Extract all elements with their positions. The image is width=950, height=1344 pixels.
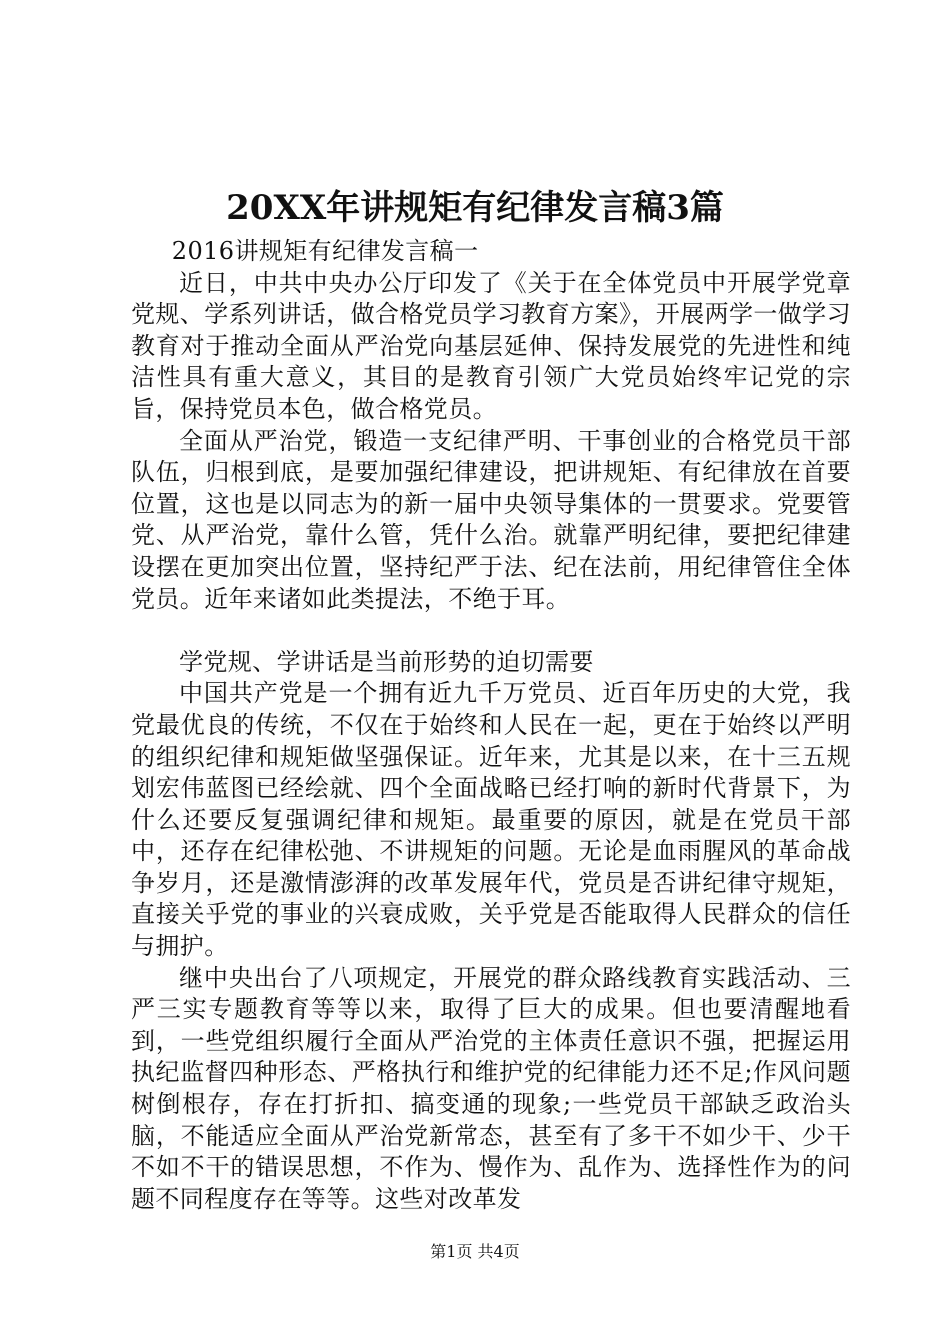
document-body bbox=[131, 236, 851, 1215]
document-title: 20XX年讲规矩有纪律发言稿3篇 bbox=[226, 188, 724, 228]
paragraph-2: 全面从严治党，锻造一支纪律严明、干事创业的合格党员干部队伍，归根到底，是要加强纪律建设，把讲规矩、有纪律放在首要位置，这也是以同志为的新一届中央领导集体的一贯要求。党要管党、从严治党，靠什么管，凭什么治。就靠严明纪律，要把纪律建设摆在更加突出位置，坚持纪严于法、纪在法前，用纪律管住全体党员。近年来诸如此类提法，不绝于耳。 bbox=[131, 426, 851, 613]
paragraph-1: 近日，中共中央办公厅印发了《关于在全体党员中开展学党章党规、学系列讲话，做合格党员学习教育方案》，开展两学一做学习教育对于推动全面从严治党向基层延伸、保持发展党的先进性和纯洁性具有重大意义，其目的是教育引领广大党员始终牢记党的宗旨，保持党员本色，做合格党员。 bbox=[131, 268, 851, 423]
paragraph-3: 中国共产党是一个拥有近九千万党员、近百年历史的大党，我党最优良的传统，不仅在于始终和人民在一起，更在于始终以严明的组织纪律和规矩做坚强保证。近年来，尤其是以来，在十三五规划宏伟蓝图已经绘就、四个全面战略已经打响的新时代背景下，为什么还要反复强调纪律和规矩。最重要的原因，就是在党员干部中，还存在纪律松弛、不讲规矩的问题。无论是血雨腥风的革命战争岁月，还是激情澎湃的改革发展年代，党员是否讲纪律守规矩，直接关乎党的事业的兴衰成败，关乎党是否能取得人民群众的信任与拥护。 bbox=[131, 679, 851, 961]
paragraph-4: 继中央出台了八项规定，开展党的群众路线教育实践活动、三严三实专题教育等等以来，取得了巨大的成果。但也要清醒地看到，一些党组织履行全面从严治党的主体责任意识不强，把握运用执纪监督四种形态、严格执行和维护党的纪律能力还不足;作风问题树倒根存，存在打折扣、搞变通的现象;一些党员干部缺乏政治头脑，不能适应全面从严治党新常态，甚至有了多干不如少干、少干不如不干的错误思想，不作为、慢作为、乱作为、选择性作为的问题不同程度存在等等。这些对改革发 bbox=[131, 963, 851, 1213]
section-heading: 学党规、学讲话是当前形势的迫切需要 bbox=[179, 647, 594, 676]
paragraph-gap bbox=[131, 615, 851, 647]
page-number-footer: 第1页 共4页 bbox=[430, 1242, 520, 1261]
document-subtitle: 2016讲规矩有纪律发言稿一 bbox=[171, 237, 479, 265]
